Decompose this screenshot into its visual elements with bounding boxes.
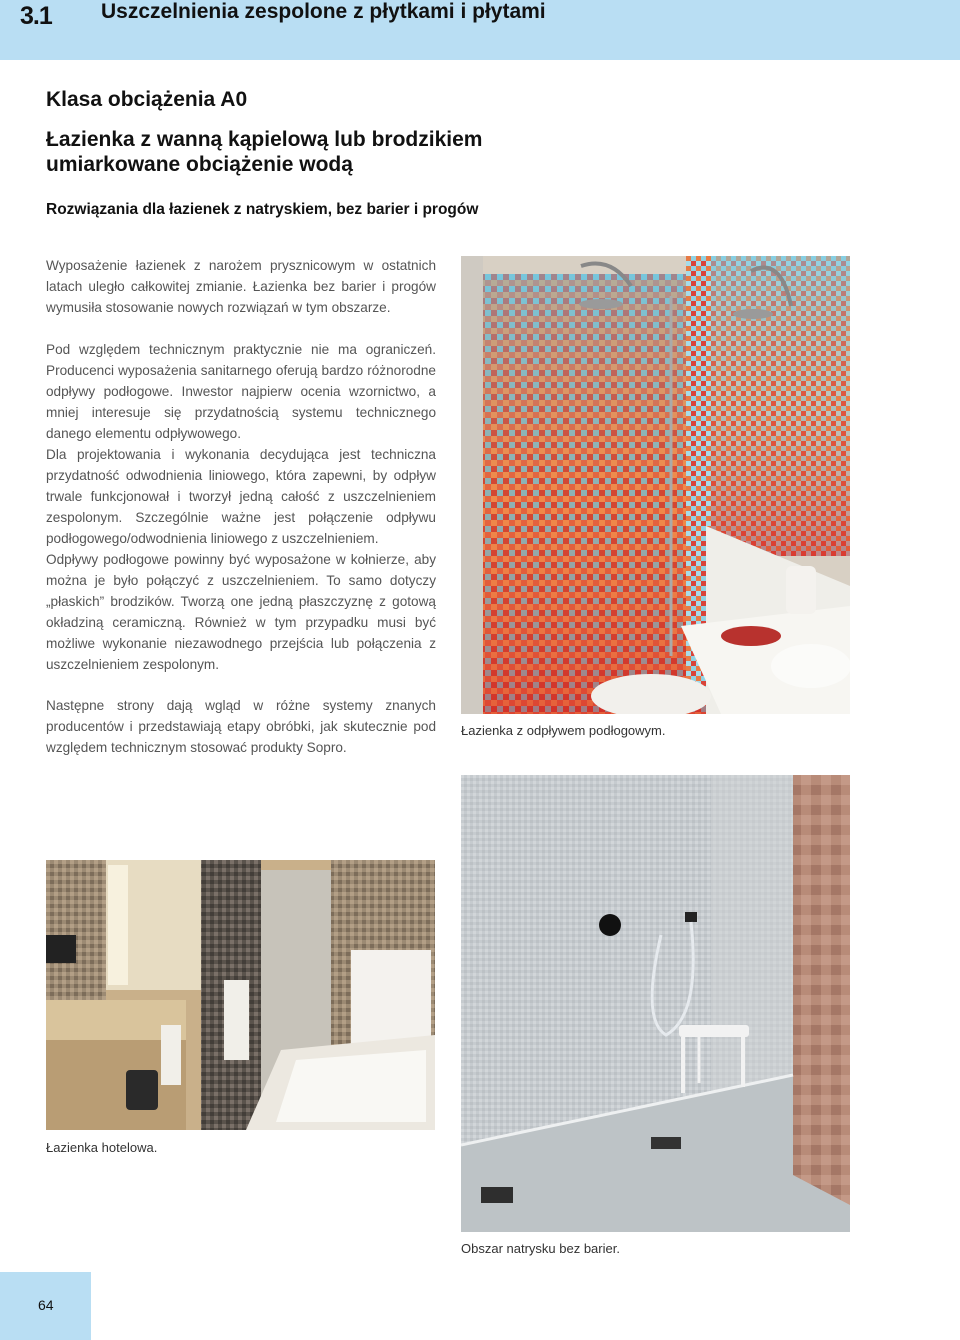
mosaic-bathroom-caption: Łazienka z odpływem podłogowym. [461,723,666,738]
main-text-block [46,339,436,675]
section-title: Uszczelnienia zespolone z płytkami i płytami [101,0,546,23]
paragraph: Odpływy podłogowe powinny być wyposażone w kołnierze, aby można je było połączyć z uszczelnieniem. To samo dotyczy „płaskich” brodzików. Tworzą one jedną płaszczyznę z gotową okładziną ceramiczną. Również w tym przypadku musi być możliwe wykonanie niezawodnego przejścia lub połączenia z uszczelnieniem zespolonym. [46,552,436,672]
class-title: Klasa obciążenia A0 [46,88,248,111]
section-heading: Rozwiązania dla łazienek z natryskiem, bez barier i progów [46,201,479,218]
page-number: 64 [38,1297,54,1313]
hotel-bathroom-caption: Łazienka hotelowa. [46,1140,158,1155]
subtitle-line-1: Łazienka z wanną kąpielową lub brodzikiem [46,128,483,151]
paragraph: Wyposażenie łazienek z narożem prysznicowym w ostatnich latach uległo całkowitej zmianie. Łazienka bez barier i progów wymusiła stosowanie nowych rozwiązań w tym obszarze. [46,258,436,315]
closing-paragraph [46,695,436,758]
section-number: 3.1 [20,2,52,30]
hotel-bathroom-photo [46,860,435,1130]
subtitle-line-2: umiarkowane obciążenie wodą [46,153,353,176]
intro-paragraph [46,255,436,318]
paragraph: Następne strony dają wgląd w różne systemy znanych producentów i przedstawiają etapy obróbki, jak skutecznie pod względem technicznym stosować produkty Sopro. [46,698,436,755]
paragraph: Pod względem technicznym praktycznie nie ma ograniczeń. Producenci wyposażenia sanitarnego oferują bardzo różnorodne odpływy podłogowe. Inwestor najpierw ocenia wzornictwo, a mniej interesuje się przydatnością systemu technicznego danego elementu odpływowego. [46,342,436,441]
shower-area-caption: Obszar natrysku bez barier. [461,1241,620,1256]
paragraph: Dla projektowania i wykonania decydująca jest techniczna przydatność odwodnienia liniowego, która zapewni, by odpływ trwale funkcjonował i tworzył jedną całość z uszczelnieniem zespolonym. Szczególnie ważne jest połączenie odpływu podłogowego/odwodnienia liniowego z uszczelnieniem. [46,447,436,546]
subtitle [46,127,566,177]
shower-area-photo [461,775,850,1232]
mosaic-bathroom-photo [461,256,850,714]
